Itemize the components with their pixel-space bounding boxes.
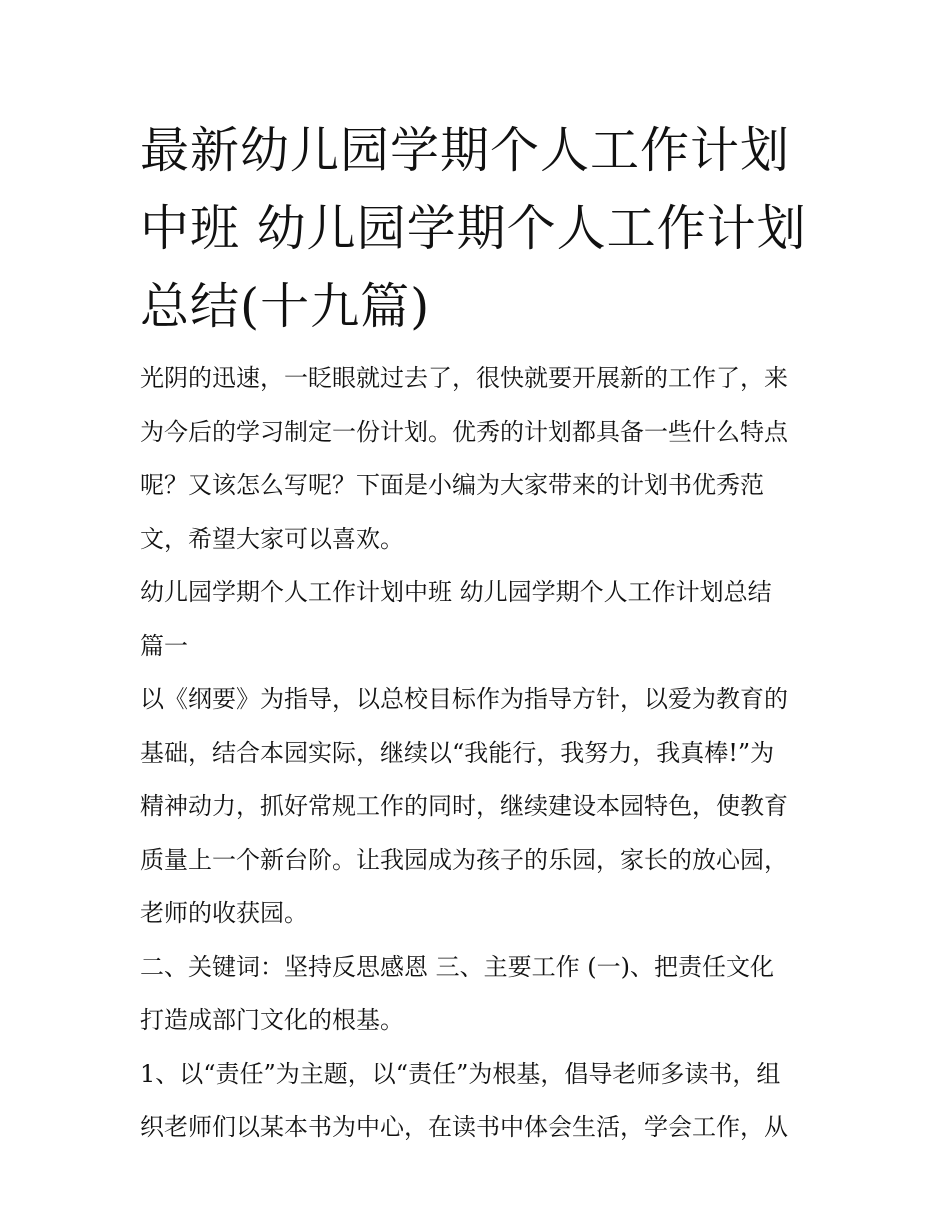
text-line: 幼儿园学期个人工作计划中班 幼儿园学期个人工作计划总结	[140, 578, 772, 606]
title-line: 总结(十九篇)	[140, 278, 431, 335]
text-line: 为今后的学习制定一份计划。优秀的计划都具备一些什么特点	[140, 417, 788, 446]
text-line: 织老师们以某本书为中心，在读书中体会生活，学会工作，从	[140, 1113, 788, 1141]
section-heading	[140, 566, 820, 673]
text-line: 呢？又该怎么写呢？下面是小编为大家带来的计划书优秀范	[140, 471, 764, 499]
body-paragraph	[140, 941, 820, 1048]
body-paragraph	[140, 673, 820, 941]
document-title	[140, 112, 820, 346]
text-line: 老师的收获园。	[140, 899, 308, 927]
body-paragraph	[140, 1048, 820, 1155]
text-line: 1、以“责任”为主题，以“责任”为根基，倡导老师多读书，组	[140, 1059, 781, 1088]
title-line: 最新幼儿园学期个人工作计划	[140, 122, 791, 179]
text-line: 文，希望大家可以喜欢。	[140, 524, 404, 553]
text-line: 基础，结合本园实际，继续以“我能行，我努力，我真棒!”为	[140, 738, 775, 767]
intro-paragraph	[140, 352, 820, 566]
document-page	[140, 112, 820, 1155]
text-line: 篇一	[140, 631, 188, 660]
text-line: 质量上一个新台阶。让我园成为孩子的乐园，家长的放心园，	[140, 845, 788, 874]
text-line: 光阴的迅速，一眨眼就过去了，很快就要开展新的工作了，来	[140, 364, 788, 392]
text-line: 二、关键词：坚持反思感恩 三、主要工作 (一)、把责任文化	[140, 952, 774, 981]
text-line: 精神动力，抓好常规工作的同时，继续建设本园特色，使教育	[140, 792, 788, 820]
text-line: 打造成部门文化的根基。	[140, 1006, 404, 1034]
text-line: 以《纲要》为指导，以总校目标作为指导方针，以爱为教育的	[140, 685, 788, 713]
title-line: 中班 幼儿园学期个人工作计划	[140, 200, 807, 257]
